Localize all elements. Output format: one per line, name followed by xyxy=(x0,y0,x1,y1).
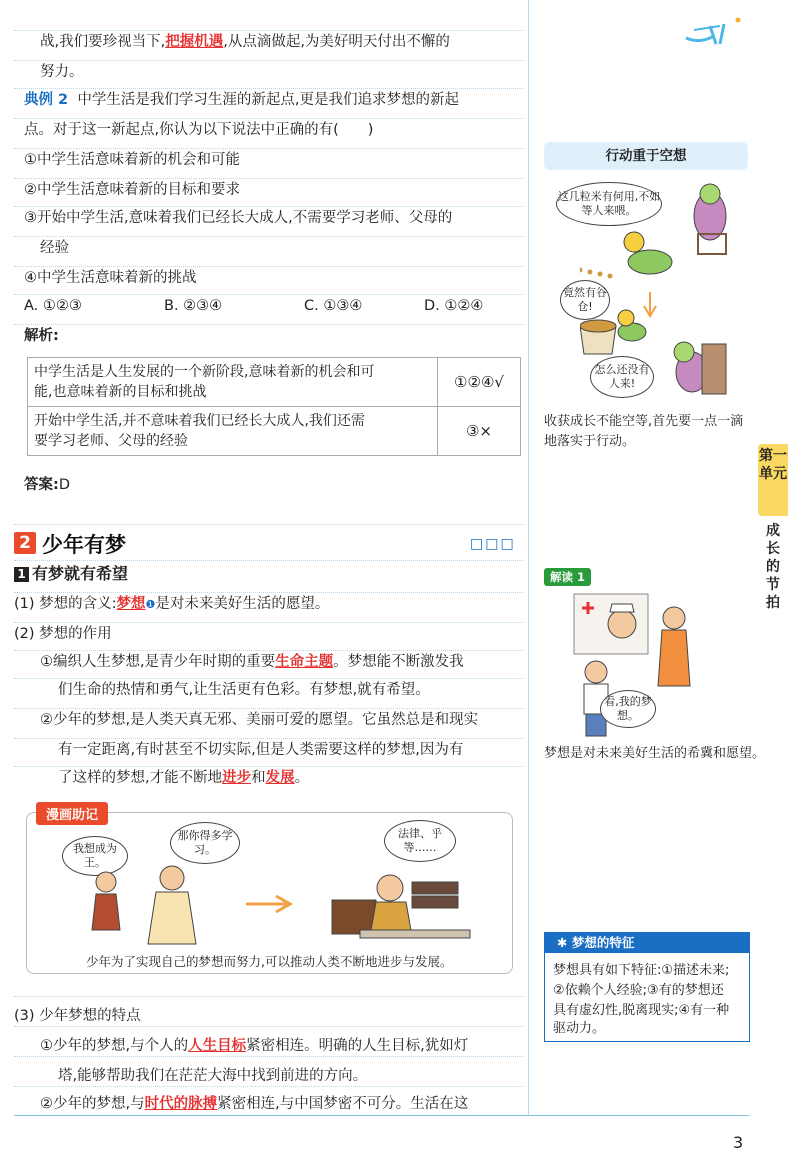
checkbox-squares: □□□ xyxy=(470,536,516,552)
para-3-1: ①少年的梦想,与个人的人生目标紧密相连。明确的人生目标,犹如灯 xyxy=(40,1038,469,1054)
highlight-term: 生命主题 xyxy=(275,654,334,670)
option-1: ①中学生活意味着新的机会和可能 xyxy=(24,152,240,168)
ruled-line xyxy=(14,524,524,525)
comic-illustration xyxy=(60,860,490,950)
sidebar-title: 行动重于空想 xyxy=(544,142,748,170)
feature-line: 驱动力。 xyxy=(553,1021,606,1036)
ruled-line xyxy=(14,178,524,179)
ruled-line xyxy=(14,118,524,119)
ruled-line xyxy=(14,996,524,997)
option-4: ④中学生活意味着新的挑战 xyxy=(24,270,197,286)
option-3-cont: 经验 xyxy=(40,240,69,256)
ruled-line xyxy=(14,324,524,325)
feature-line: ②依赖个人经验;③有的梦想还 xyxy=(553,983,724,998)
ruled-line xyxy=(14,622,524,623)
ruled-line xyxy=(14,738,524,739)
para-3-1-cont: 塔,能够帮助我们在茫茫大海中找到前进的方向。 xyxy=(58,1068,368,1084)
speech-bubble: 看,我的梦想。 xyxy=(600,690,656,728)
para-2-2-cont: 有一定距离,有时甚至不切实际,但是人类需要这样的梦想,因为有 xyxy=(58,742,464,758)
top-line-2: 努力。 xyxy=(40,64,84,80)
ruled-line xyxy=(14,236,524,237)
choice-a: A. ①②③ xyxy=(24,298,82,314)
table-cell: 开始中学生活,并不意味着我们已经长大成人,我们还需 要学习老师、父母的经验 xyxy=(28,407,438,456)
note-marker: ❶ xyxy=(145,598,156,611)
feature-line: 具有虚幻性,脱离现实;④有一种 xyxy=(553,1003,730,1018)
ruled-line xyxy=(14,592,524,593)
analysis-table xyxy=(27,357,521,456)
ruled-line xyxy=(14,266,524,267)
para-2-1-cont: 们生命的热情和勇气,让生活更有色彩。有梦想,就有希望。 xyxy=(58,682,430,698)
para-2: (2) 梦想的作用 xyxy=(14,626,112,642)
speech-bubble: 怎么还没有人来! xyxy=(590,356,654,398)
answer-line: 答案:D xyxy=(24,477,70,493)
ruled-line xyxy=(14,650,524,651)
interpretation-tag: 解读 1 xyxy=(544,568,591,586)
ruled-line xyxy=(14,60,524,61)
highlight-term: 把握机遇 xyxy=(165,34,224,50)
table-cell-result: ③× xyxy=(438,407,521,456)
ruled-line xyxy=(14,708,524,709)
ruled-line xyxy=(14,560,524,561)
sidebar-caption-1-cont: 地落实于行动。 xyxy=(544,434,636,449)
example-line-1: 典例 2 中学生活是我们学习生涯的新起点,更是我们追求梦想的新起 xyxy=(24,92,459,108)
ruled-line xyxy=(14,766,524,767)
feature-box xyxy=(544,932,750,1042)
speech-bubble: 法律、乎等…… xyxy=(384,820,456,862)
analysis-label: 解析: xyxy=(24,328,59,344)
sidebar-caption-1: 收获成长不能空等,首先要一点一滴 xyxy=(544,414,744,429)
highlight-term: 人生目标 xyxy=(188,1038,247,1054)
highlight-term: 时代的脉搏 xyxy=(144,1096,218,1112)
unit-subtitle: 成长的节拍 xyxy=(766,523,780,611)
ruled-line xyxy=(14,294,524,295)
column-divider xyxy=(528,0,529,1115)
feature-line: 梦想具有如下特征:①描述未来; xyxy=(553,963,730,978)
highlight-term: 进步 xyxy=(222,770,252,786)
choice-d: D. ①②④ xyxy=(424,298,484,314)
top-line-1: 战,我们要珍视当下,把握机遇,从点滴做起,为美好明天付出不懈的 xyxy=(40,34,450,50)
para-2-2-end: 了这样的梦想,才能不断地进步和发展。 xyxy=(58,770,310,786)
option-3: ③开始中学生活,意味着我们已经长大成人,不需要学习老师、父母的 xyxy=(24,210,453,226)
section-title: 少年有梦 xyxy=(42,533,126,557)
example-label: 典例 2 xyxy=(24,92,69,108)
section-number: 2 xyxy=(14,532,36,554)
ruled-line xyxy=(14,148,524,149)
table-cell: 中学生活是人生发展的一个新阶段,意味着新的机会和可 能,也意味着新的目标和挑战 xyxy=(28,358,438,407)
option-2: ②中学生活意味着新的目标和要求 xyxy=(24,182,240,198)
para-3-2: ②少年的梦想,与时代的脉搏紧密相连,与中国梦密不可分。生活在这 xyxy=(40,1096,469,1112)
ruled-line xyxy=(14,1056,524,1057)
page-number: 3 xyxy=(733,1133,744,1152)
unit-tab: 第一单元 xyxy=(758,444,788,516)
table-cell-result: ①②④√ xyxy=(438,358,521,407)
para-1: (1) 梦想的含义:梦想❶是对未来美好生活的愿望。 xyxy=(14,596,330,612)
para-3: (3) 少年梦想的特点 xyxy=(14,1008,141,1024)
example-line-2: 点。对于这一新起点,你认为以下说法中正确的有( ) xyxy=(24,122,374,138)
bird-illustration xyxy=(580,176,750,406)
highlight-term: 发展 xyxy=(265,770,295,786)
ruled-line xyxy=(14,1026,524,1027)
table-row xyxy=(28,358,521,407)
ruled-line xyxy=(14,678,524,679)
feature-box-title: ✱ 梦想的特征 xyxy=(545,933,749,953)
logo-icon xyxy=(680,14,750,48)
choice-c: C. ①③④ xyxy=(304,298,363,314)
table-row xyxy=(28,407,521,456)
choice-b: B. ②③④ xyxy=(164,298,223,314)
speech-bubble: 竟然有谷仓! xyxy=(560,280,610,320)
speech-bubble: 我想成为王。 xyxy=(62,836,128,876)
comic-caption: 少年为了实现自己的梦想而努力,可以推动人类不断地进步与发展。 xyxy=(86,954,453,969)
para-2-2: ②少年的梦想,是人类天真无邪、美丽可爱的愿望。它虽然总是和现实 xyxy=(40,712,479,728)
subsection-number: 1 xyxy=(14,567,29,582)
ruled-line xyxy=(14,1086,524,1087)
speech-bubble: 这几粒米有何用,不如等人来喂。 xyxy=(556,182,662,226)
ruled-line xyxy=(14,30,524,31)
ruled-line xyxy=(14,206,524,207)
bottom-rule xyxy=(14,1115,749,1116)
para-2-1: ①编织人生梦想,是青少年时期的重要生命主题。梦想能不断激发我 xyxy=(40,654,464,670)
subsection-title: 1 有梦就有希望 xyxy=(14,564,128,584)
ruled-line xyxy=(14,88,524,89)
comic-tag: 漫画助记 xyxy=(36,802,108,825)
speech-bubble: 那你得多学习。 xyxy=(170,822,240,864)
highlight-term: 梦想 xyxy=(116,596,146,612)
sidebar-caption-2: 梦想是对未来美好生活的希冀和愿望。 xyxy=(544,746,766,761)
